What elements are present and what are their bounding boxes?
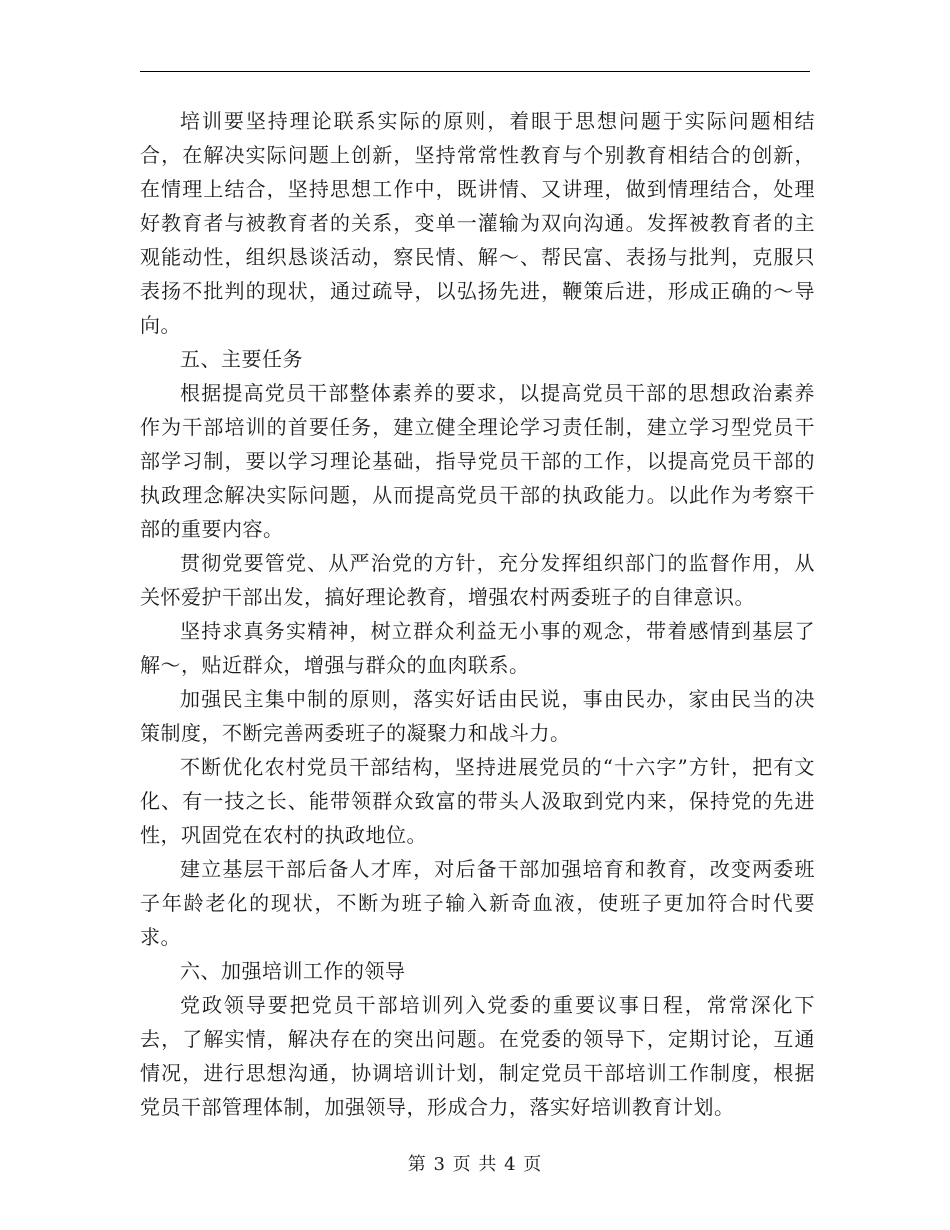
paragraph-principle: 培训要坚持理论联系实际的原则，着眼于思想问题于实际问题相结合，在解决实际问题上创新，坚持常常性教育与个别教育相结合的创新，在情理上结合，坚持思想工作中，既讲情、又讲理，做到情理结合，处理好教育者与被教育者的关系，变单一灌输为双向沟通。发挥被教育者的主观能动性，组织恳谈活动，察民情、解～、帮民富、表扬与批判，克服只表扬不批判的现状，通过疏导，以弘扬先进，鞭策后进，形成正确的～导向。 [140, 109, 815, 337]
paragraph-democratic-centralism: 加强民主集中制的原则，落实好话由民说，事由民办，家由民当的决策制度，不断完善两委班子的凝聚力和战斗力。 [140, 687, 815, 745]
header-rule [140, 71, 810, 72]
paragraph-pragmatism: 坚持求真务实精神，树立群众利益无小事的观念，带着感情到基层了解～，贴近群众，增强与群众的血肉联系。 [140, 619, 815, 677]
section-heading-main-tasks: 五、主要任务 [180, 347, 303, 371]
paragraph-reserve-talent: 建立基层干部后备人才库，对后备干部加强培育和教育，改变两委班子年龄老化的现状，不断为班子输入新奇血液，使班子更加符合时代要求。 [140, 857, 815, 949]
paragraph-cadre-structure: 不断优化农村党员干部结构，坚持进展党员的“十六字”方针，把有文化、有一技之长、能带领群众致富的带头人汲取到党内来，保持党的先进性，巩固党在农村的执政地位。 [140, 755, 815, 847]
paragraph-leadership: 党政领导要把党员干部培训列入党委的重要议事日程，常常深化下去，了解实情，解决存在的突出问题。在党委的领导下，定期讨论，互通情况，进行思想沟通，协调培训计划，制定党员干部培训工作制度，根据党员干部管理体制，加强领导，形成合力，落实好培训教育计划。 [140, 993, 815, 1119]
paragraph-party-discipline: 贯彻党要管党、从严治党的方针，充分发挥组织部门的监督作用，从关怀爱护干部出发，搞好理论教育，增强农村两委班子的自律意识。 [140, 551, 815, 609]
section-heading-leadership: 六、加强培训工作的领导 [180, 959, 406, 983]
page-footer: 第 3 页 共 4 页 [407, 1154, 543, 1175]
paragraph-tasks-intro: 根据提高党员干部整体素养的要求，以提高党员干部的思想政治素养作为干部培训的首要任务，建立健全理论学习责任制，建立学习型党员干部学习制，要以学习理论基础，指导党员干部的工作，以提高党员干部的执政理念解决实际问题，从而提高党员干部的执政能力。以此作为考察干部的重要内容。 [140, 381, 815, 541]
document-body [140, 104, 815, 1124]
